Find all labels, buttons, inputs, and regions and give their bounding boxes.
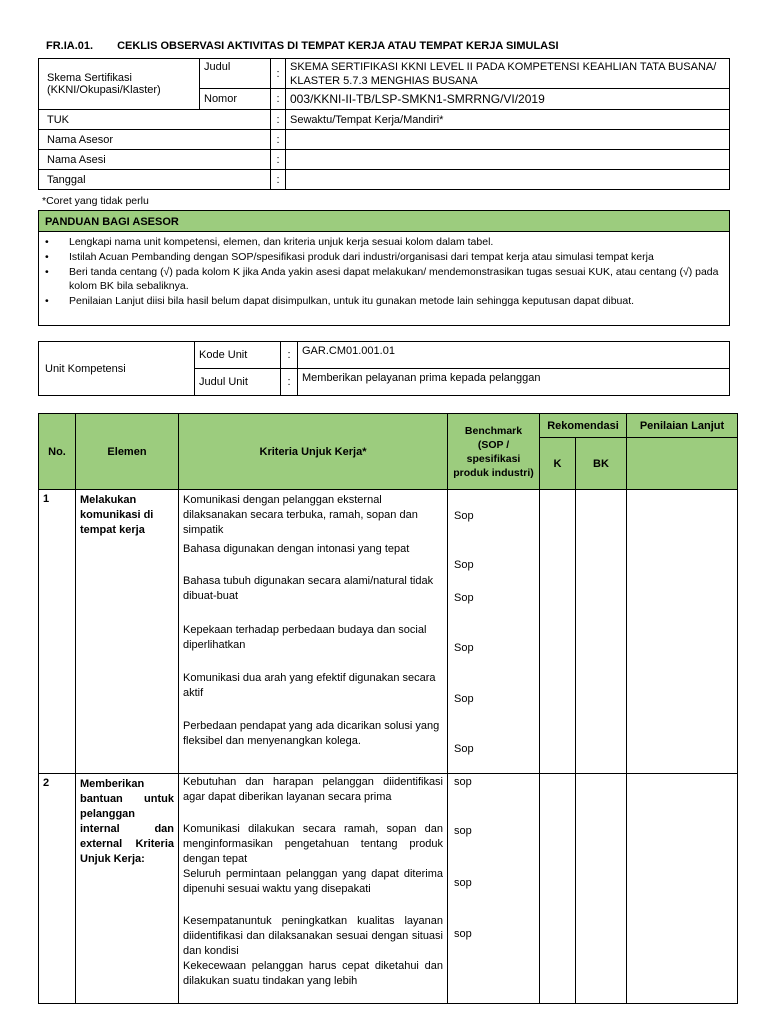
tanggal-label: Tanggal (39, 170, 271, 190)
unit-table (38, 341, 730, 396)
asesor-value[interactable] (286, 130, 730, 150)
benchmark-item: sop (454, 877, 472, 889)
benchmark-item: Sop (454, 693, 474, 705)
tanggal-colon: : (271, 170, 286, 190)
row-benchmark (448, 490, 540, 774)
bullet-icon: • (45, 251, 49, 263)
kuk-item: Perbedaan pendapat yang ada dicarikan solusi yang fleksibel dan menyenangkan kolega. (183, 720, 440, 747)
kuk-item: Komunikasi dilakukan secara ramah, sopan dan menginformasikan pengetahuan tentang produk dengan tepat (183, 823, 443, 865)
kuk-item: Bahasa digunakan dengan intonasi yang tepat (183, 543, 410, 555)
asesi-colon: : (271, 150, 286, 170)
header-bk: BK (576, 438, 627, 490)
guide-item (43, 294, 723, 308)
kode-label: Kode Unit (195, 342, 281, 369)
header-elemen: Elemen (76, 414, 179, 490)
row-no: 2 (39, 774, 76, 1004)
kuk-item: Komunikasi dengan pelanggan eksternal dilaksanakan secara terbuka, ramah, sopan dan simpatik (183, 494, 418, 536)
bullet-icon: • (45, 295, 49, 307)
kuk-item: Kebutuhan dan harapan pelanggan diidentifikasi agar dapat diberikan layanan secara prima (183, 776, 443, 803)
asesi-value[interactable] (286, 150, 730, 170)
form-title (46, 40, 559, 52)
benchmark-item: Sop (454, 743, 474, 755)
benchmark-item: sop (454, 825, 472, 837)
row-elemen: Memberikan bantuan untuk pelanggan internal dan external Kriteria Unjuk Kerja: (76, 774, 179, 1004)
benchmark-item: sop (454, 928, 472, 940)
row-bk-cell[interactable] (576, 774, 627, 1004)
judul-value: SKEMA SERTIFIKASI KKNI LEVEL II PADA KOMPETENSI KEAHLIAN TATA BUSANA/ KLASTER 5.7.3 MENGHIAS BUSANA (286, 59, 730, 89)
nomor-label: Nomor (200, 89, 271, 110)
nomor-value: 003/KKNI-II-TB/LSP-SMKN1-SMRRNG/VI/2019 (286, 89, 730, 110)
guide-list (43, 235, 723, 308)
bullet-icon: • (45, 266, 49, 278)
tuk-label: TUK (39, 110, 271, 130)
kuk-item: Kepekaan terhadap perbedaan budaya dan social diperlihatkan (183, 624, 427, 651)
row-k-cell[interactable] (540, 774, 576, 1004)
row-penilaian-cell[interactable] (627, 490, 738, 774)
judul-unit-value: Memberikan pelayanan prima kepada pelanggan (298, 369, 730, 396)
benchmark-item: Sop (454, 592, 474, 604)
form-title-text: CEKLIS OBSERVASI AKTIVITAS DI TEMPAT KERJA ATAU TEMPAT KERJA SIMULASI (117, 40, 559, 52)
skema-label: Skema Sertifikasi (KKNI/Okupasi/Klaster) (39, 59, 200, 110)
judul-unit-label: Judul Unit (195, 369, 281, 396)
benchmark-item: Sop (454, 559, 474, 571)
benchmark-item: Sop (454, 510, 474, 522)
tuk-value: Sewaktu/Tempat Kerja/Mandiri* (286, 110, 730, 130)
info-table (38, 58, 730, 190)
row-k-cell[interactable] (540, 490, 576, 774)
header-penilaian: Penilaian Lanjut (627, 414, 738, 438)
kuk-item: Komunikasi dua arah yang efektif digunakan secara aktif (183, 672, 436, 699)
benchmark-item: Sop (454, 642, 474, 654)
nomor-colon: : (271, 89, 286, 110)
guide-item (43, 250, 723, 264)
row-penilaian-cell[interactable] (627, 774, 738, 1004)
judul-colon: : (271, 59, 286, 89)
kuk-item: Seluruh permintaan pelanggan yang dapat diterima dipenuhi sesuai waktu yang disepakati (183, 868, 443, 895)
tuk-colon: : (271, 110, 286, 130)
judul-label: Judul (200, 59, 271, 89)
guide-item-text: Lengkapi nama unit kompetensi, elemen, dan kriteria unjuk kerja sesuai kolom dalam tabel. (69, 236, 494, 248)
guide-item (43, 235, 723, 249)
table-row (39, 490, 738, 774)
header-k: K (540, 438, 576, 490)
table-row (39, 774, 738, 1004)
kuk-item: Kekecewaan pelanggan harus cepat diketahui dan dilakukan suatu tindakan yang lebih (183, 960, 443, 987)
row-no: 1 (39, 490, 76, 774)
header-penilaian-empty (627, 438, 738, 490)
kuk-item: Kesempatanuntuk peningkatkan kualitas layanan diidentifikasi dan dilaksanakan sesuai dengan situasi dan kondisi (183, 915, 443, 957)
benchmark-item: sop (454, 776, 472, 788)
row-bk-cell[interactable] (576, 490, 627, 774)
row-elemen: Melakukan komunikasi di tempat kerja (76, 490, 179, 774)
footnote: *Coret yang tidak perlu (42, 195, 149, 207)
asesor-label: Nama Asesor (39, 130, 271, 150)
tanggal-value[interactable] (286, 170, 730, 190)
kuk-table (38, 413, 738, 1004)
guide-title: PANDUAN BAGI ASESOR (38, 210, 730, 232)
unit-label: Unit Kompetensi (39, 342, 195, 396)
row-kuk (179, 490, 448, 774)
guide-item-text: Penilaian Lanjut diisi bila hasil belum dapat disimpulkan, untuk itu gunakan metode lain sehingga keputusan dapat dibuat. (69, 295, 635, 307)
guide-item (43, 265, 723, 293)
header-benchmark: Benchmark (SOP / spesifikasi produk industri) (448, 414, 540, 490)
asesi-label: Nama Asesi (39, 150, 271, 170)
guide-item-text: Istilah Acuan Pembanding dengan SOP/spesifikasi produk dari industri/organisasi dari tempat kerja atau simulasi tempat kerja (69, 251, 654, 263)
guide-box (38, 232, 730, 326)
bullet-icon: • (45, 236, 49, 248)
row-kuk (179, 774, 448, 1004)
form-code: FR.IA.01. (46, 40, 94, 52)
row-benchmark (448, 774, 540, 1004)
header-rekomendasi: Rekomendasi (540, 414, 627, 438)
kode-colon: : (281, 342, 298, 369)
kode-value: GAR.CM01.001.01 (298, 342, 730, 369)
header-kuk: Kriteria Unjuk Kerja* (179, 414, 448, 490)
guide-item-text: Beri tanda centang (√) pada kolom K jika Anda yakin asesi dapat melakukan/ mendemonstrasikan tugas sesuai KUK, atau centang (√) pada kolom BK bila sebaliknya. (69, 266, 719, 292)
judul-unit-colon: : (281, 369, 298, 396)
header-no: No. (39, 414, 76, 490)
kuk-item: Bahasa tubuh digunakan secara alami/natural tidak dibuat-buat (183, 575, 434, 602)
asesor-colon: : (271, 130, 286, 150)
